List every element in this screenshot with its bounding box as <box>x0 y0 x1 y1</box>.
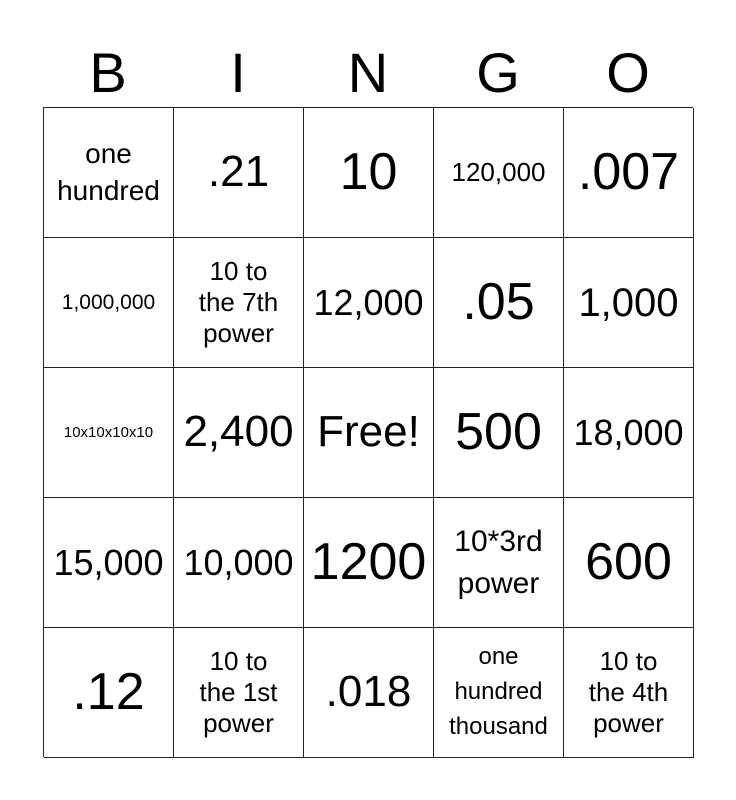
bingo-cell[interactable]: 10*3rd power <box>434 498 564 628</box>
bingo-cell[interactable]: 120,000 <box>434 108 564 238</box>
bingo-cell[interactable]: 2,400 <box>174 368 304 498</box>
bingo-cell[interactable]: 10,000 <box>174 498 304 628</box>
bingo-cell[interactable]: 10x10x10x10 <box>44 368 174 498</box>
bingo-cell[interactable]: 18,000 <box>564 368 694 498</box>
bingo-cell[interactable]: 10 to the 7th power <box>174 238 304 368</box>
bingo-cell[interactable]: 10 to the 4th power <box>564 628 694 758</box>
header-letter-i: I <box>230 41 246 104</box>
bingo-cell[interactable]: .007 <box>564 108 694 238</box>
header-letter-g: G <box>476 41 520 104</box>
bingo-cell[interactable]: 1200 <box>304 498 434 628</box>
bingo-cell[interactable]: .12 <box>44 628 174 758</box>
bingo-cell[interactable]: 10 to the 1st power <box>174 628 304 758</box>
header-letter-b: B <box>89 41 127 104</box>
bingo-cell[interactable]: 10 <box>304 108 434 238</box>
bingo-cell[interactable]: 1,000 <box>564 238 694 368</box>
header-letter-n: N <box>347 41 389 104</box>
bingo-cell[interactable]: one hundred <box>44 108 174 238</box>
bingo-cell[interactable]: 1,000,000 <box>44 238 174 368</box>
bingo-cell[interactable]: one hundred thousand <box>434 628 564 758</box>
free-space[interactable]: Free! <box>304 368 434 498</box>
bingo-cell[interactable]: .05 <box>434 238 564 368</box>
bingo-cell[interactable]: 15,000 <box>44 498 174 628</box>
bingo-cell[interactable]: .21 <box>174 108 304 238</box>
bingo-cell[interactable]: .018 <box>304 628 434 758</box>
header-letter-o: O <box>606 41 650 104</box>
bingo-header <box>43 40 693 106</box>
bingo-cell[interactable]: 600 <box>564 498 694 628</box>
bingo-cell[interactable]: 12,000 <box>304 238 434 368</box>
bingo-board <box>43 107 693 757</box>
bingo-cell[interactable]: 500 <box>434 368 564 498</box>
